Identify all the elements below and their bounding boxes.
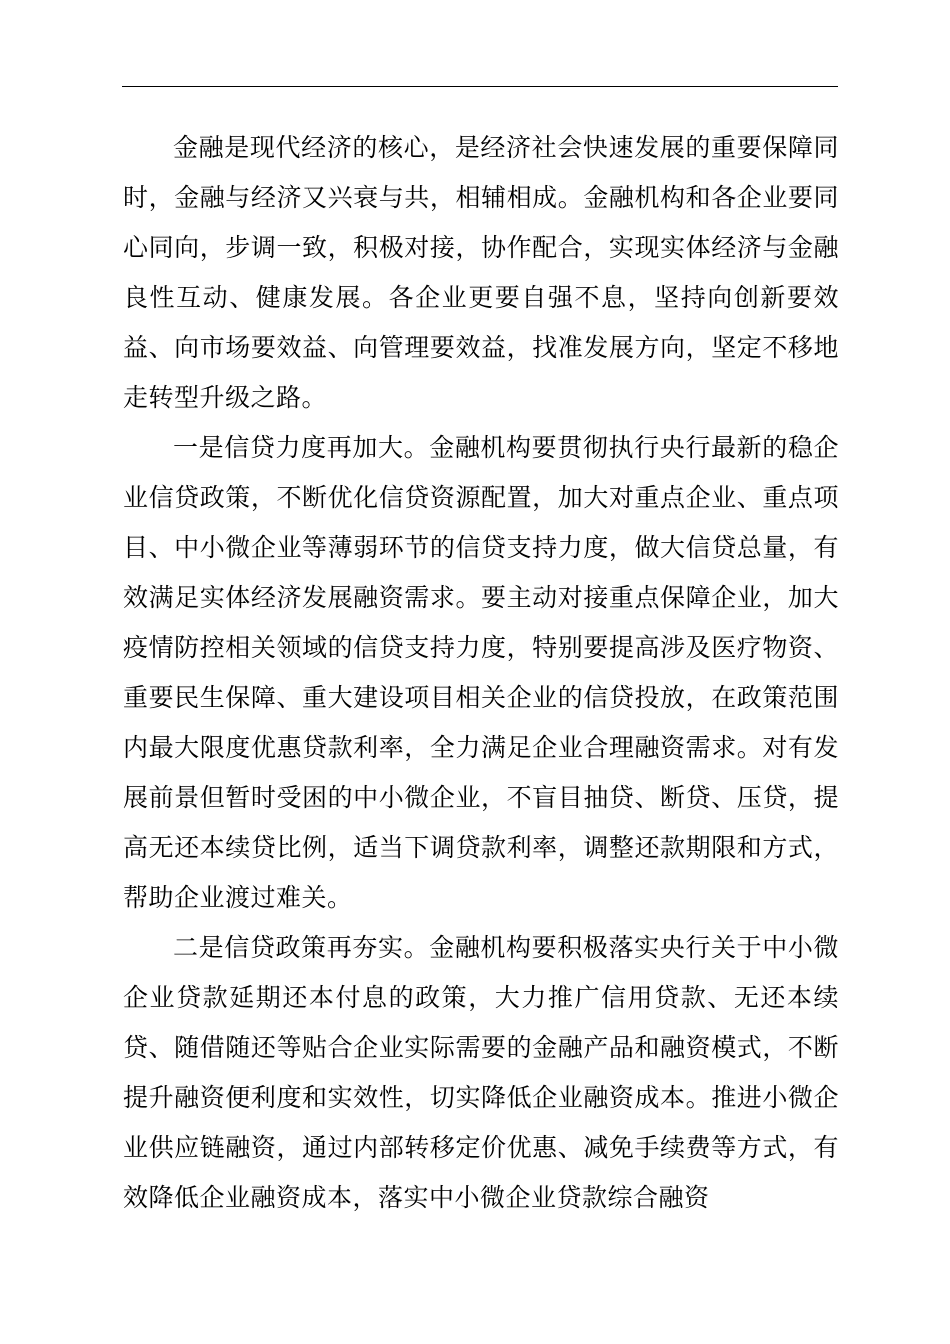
document-body [123,123,839,1223]
header-rule [122,86,838,87]
paragraph-credit-policy: 二是信贷政策再夯实。金融机构要积极落实央行关于中小微企业贷款延期还本付息的政策，大力推广信用贷款、无还本续贷、随借随还等贴合企业实际需要的金融产品和融资模式，不断提升融资便利度和实效性，切实降低企业融资成本。推进小微企业供应链融资，通过内部转移定价优惠、减免手续费等方式，有效降低企业融资成本，落实中小微企业贷款综合融资 [123,933,839,1212]
paragraph-intro: 金融是现代经济的核心，是经济社会快速发展的重要保障同时，金融与经济又兴衰与共，相辅相成。金融机构和各企业要同心同向，步调一致，积极对接，协作配合，实现实体经济与金融良性互动、健康发展。各企业更要自强不息，坚持向创新要效益、向市场要效益、向管理要效益，找准发展方向，坚定不移地走转型升级之路。 [123,133,839,412]
paragraph-credit-increase: 一是信贷力度再加大。金融机构要贯彻执行央行最新的稳企业信贷政策，不断优化信贷资源配置，加大对重点企业、重点项目、中小微企业等薄弱环节的信贷支持力度，做大信贷总量，有效满足实体经济发展融资需求。要主动对接重点保障企业，加大疫情防控相关领域的信贷支持力度，特别要提高涉及医疗物资、重要民生保障、重大建设项目相关企业的信贷投放，在政策范围内最大限度优惠贷款利率，全力满足企业合理融资需求。对有发展前景但暂时受困的中小微企业，不盲目抽贷、断贷、压贷，提高无还本续贷比例，适当下调贷款利率，调整还款期限和方式，帮助企业渡过难关。 [123,433,839,912]
